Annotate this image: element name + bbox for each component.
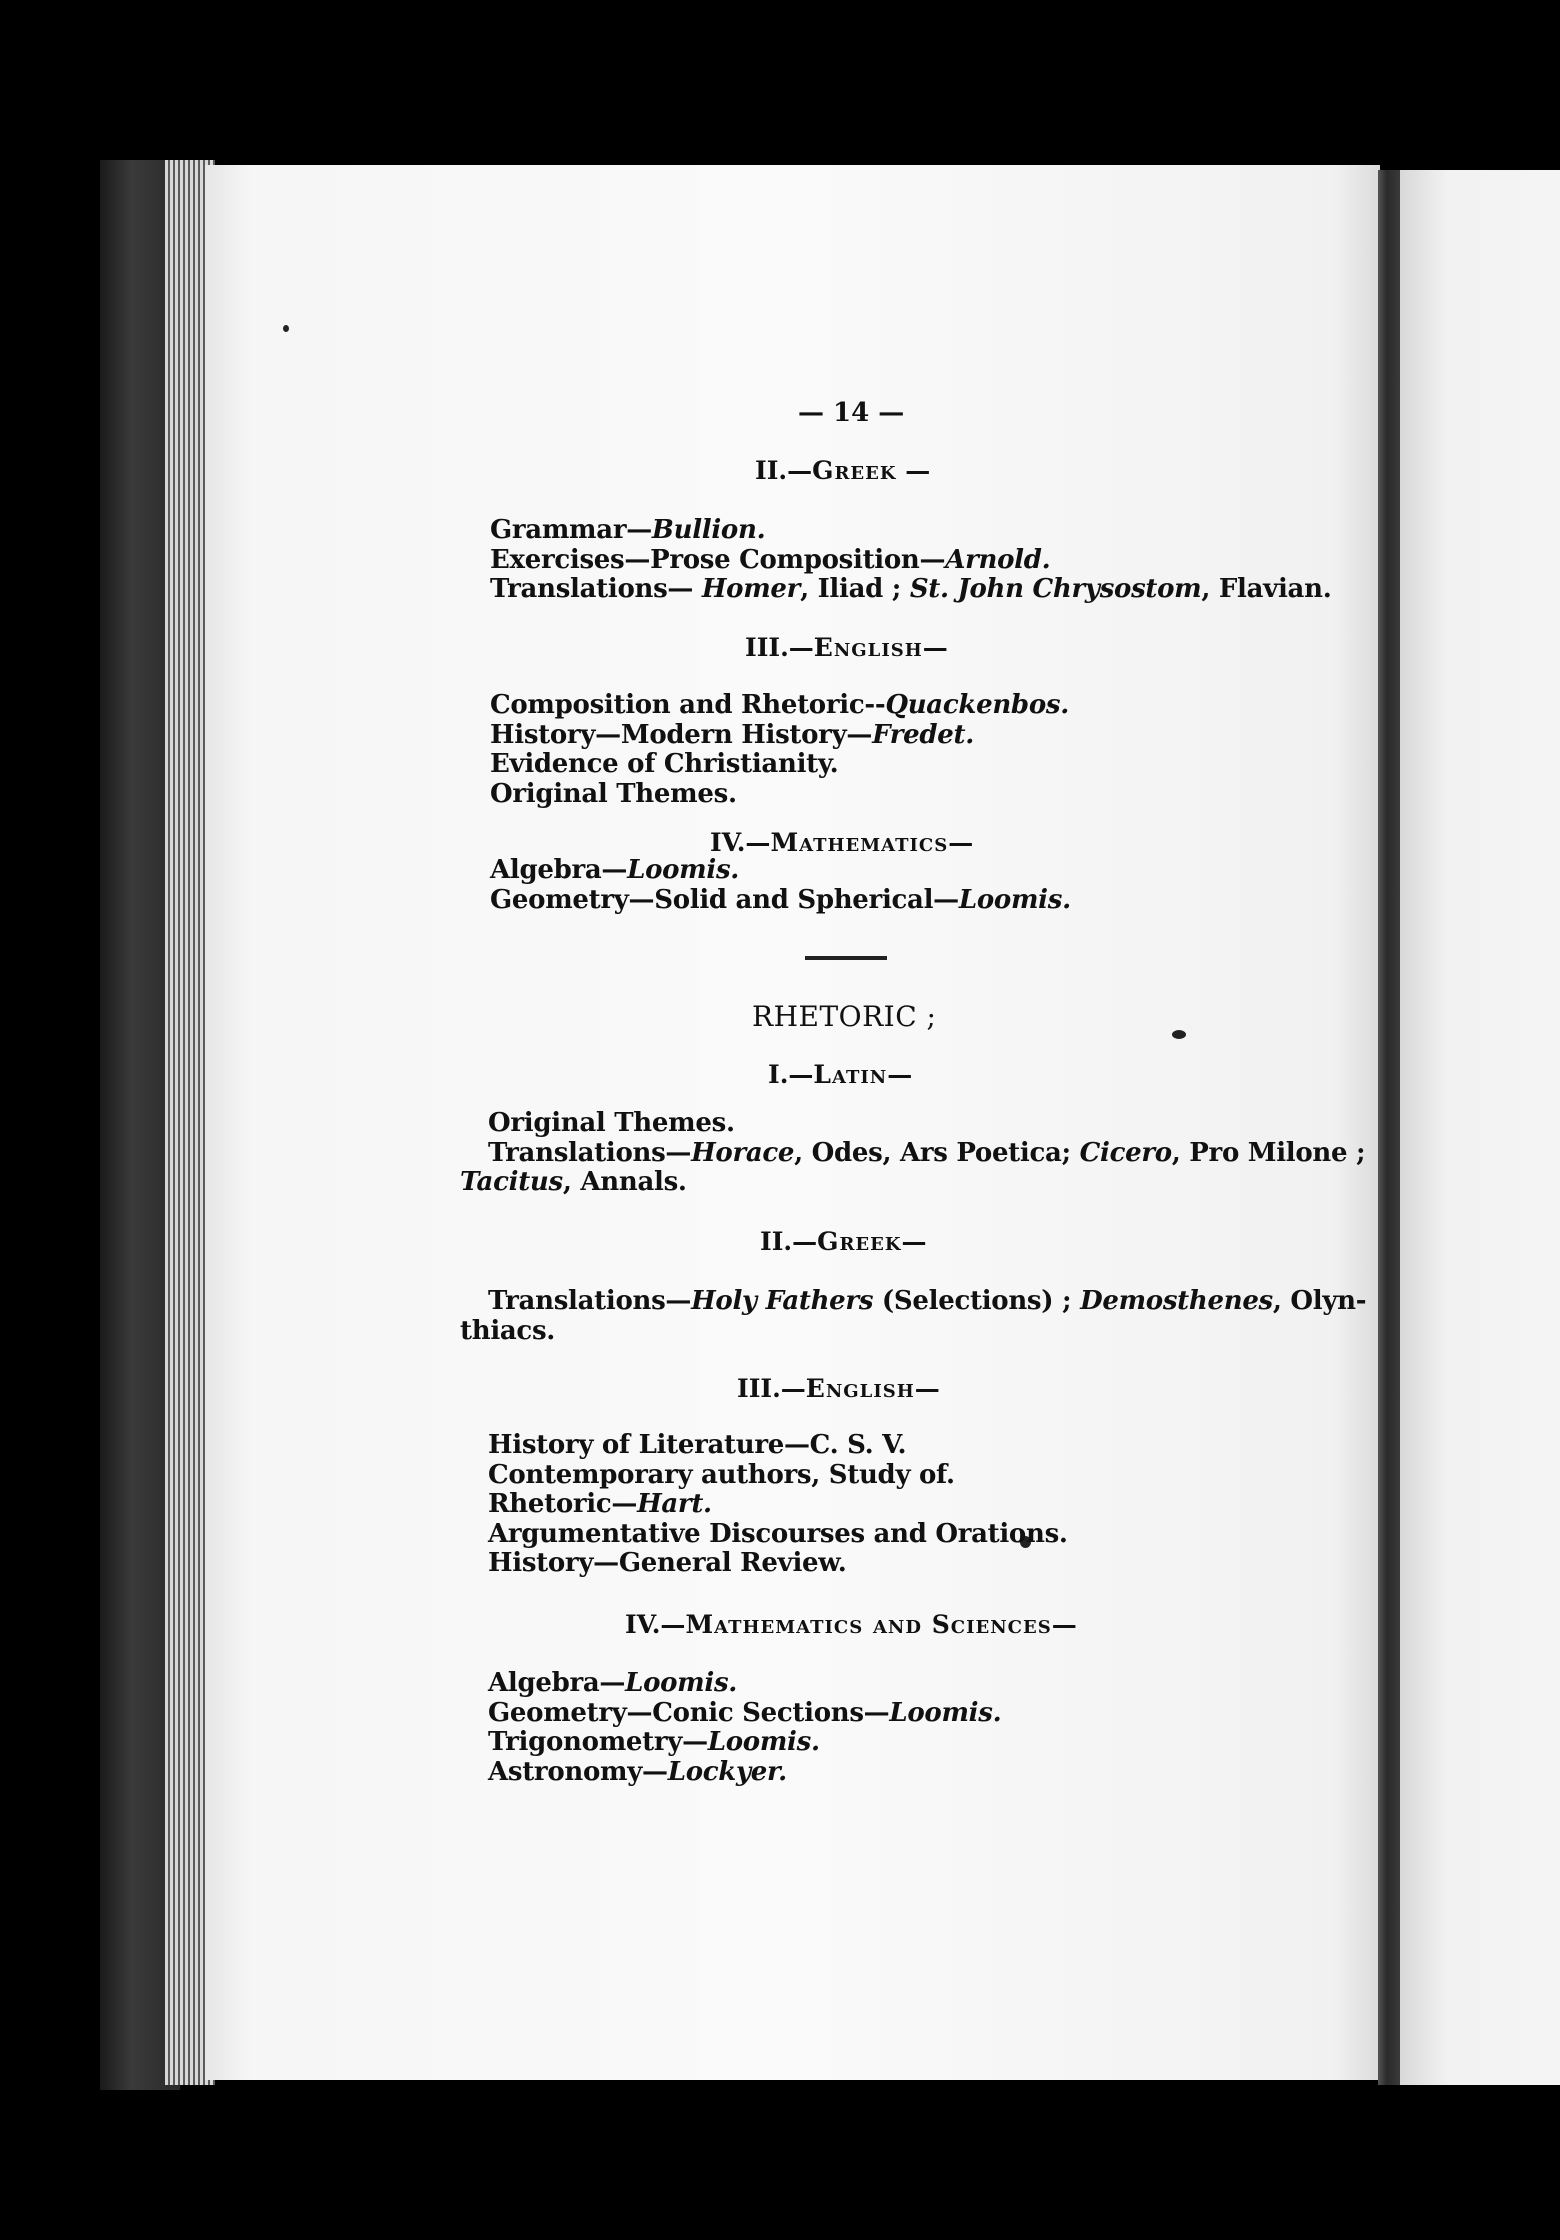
course-line [488,1138,1365,1168]
course-text: History—Modern History— [490,719,873,750]
heading-number: III.— [737,1374,806,1403]
heading-word: Greek [817,1227,902,1256]
course-text: Algebra— [490,855,628,885]
book-page [205,165,1380,2080]
course-line [490,545,1050,575]
course-text: Contemporary authors, Study of. [488,1459,955,1490]
course-text: Argumentative Discourses and Orations. [488,1518,1068,1549]
heading-word: Mathematics [770,828,949,857]
author-name: Loomis. [625,1668,738,1698]
course-line [488,1727,820,1757]
author-name: Homer [701,574,801,604]
course-line [490,855,739,885]
course-text: Translations— [488,1286,692,1316]
course-line [488,1757,787,1787]
course-text: History—General Review. [488,1548,847,1578]
course-text: Astronomy— [488,1756,668,1787]
page-number: — 14 — [798,398,905,428]
course-line [490,690,1069,720]
course-text: Exercises—Prose Composition— [490,544,946,575]
course-line [488,1430,906,1460]
author-name: Tacitus [460,1167,563,1197]
heading-tail: — [948,828,974,857]
heading-tail: — [914,1374,940,1403]
author-name: Loomis. [707,1727,820,1757]
course-text: , Flavian. [1201,574,1332,604]
course-line [488,1698,1001,1728]
course-text: Translations— [490,574,702,604]
course-line [488,1668,737,1698]
course-text: Composition and Rhetoric-- [490,690,886,720]
heading-tail: — [1051,1610,1077,1639]
heading-number: I.— [768,1060,814,1089]
course-text: Geometry—Solid and Spherical— [490,884,959,915]
course-text: , Odes, Ars Poetica; [794,1137,1080,1168]
author-name: Horace [691,1137,795,1168]
author-name: Loomis. [889,1697,1002,1728]
heading-word: Greek [812,456,897,485]
author-name: Fredet. [872,719,975,750]
heading-number: II.— [755,456,813,485]
course-text: Geometry—Conic Sections— [488,1697,890,1728]
course-text: Trigonometry— [488,1727,708,1757]
heading-tail: — [887,1060,913,1089]
section-heading-english-rhetoric [737,1374,940,1404]
course-line [488,1460,955,1490]
author-name: Arnold. [945,544,1051,575]
course-line [460,1167,687,1197]
section-divider [805,956,887,960]
course-text: , Iliad ; [800,574,910,604]
course-text: thiacs. [460,1315,556,1346]
course-text: History of Literature—C. S. V. [488,1430,907,1460]
heading-word: Mathematics and Sciences [685,1610,1052,1639]
author-name: Loomis. [958,884,1071,915]
author-name: Lockyer. [667,1756,787,1787]
course-text: Evidence of Christianity. [490,749,839,779]
section-heading-greek-rhetoric [760,1227,927,1257]
course-line [488,1489,712,1519]
ink-speck [283,325,289,332]
heading-tail: — [901,1227,927,1256]
author-name: Demosthenes [1080,1286,1273,1316]
author-name: Hart. [637,1489,712,1519]
course-line [490,779,737,809]
author-name: Cicero [1079,1137,1172,1168]
heading-word: English [813,633,923,662]
heading-tail: — [922,633,948,662]
course-line [490,749,838,779]
section-heading-mathematics [710,828,973,858]
course-text: Grammar— [490,515,652,545]
heading-tail: — [896,456,931,485]
course-text: , Olyn- [1272,1286,1367,1316]
course-line [490,574,1331,604]
course-line [490,515,765,545]
course-line [488,1108,735,1138]
facing-page-edge [1400,170,1560,2085]
heading-number: IV.— [625,1610,686,1639]
section-heading-greek [755,456,930,486]
course-line [490,720,974,750]
heading-word: English [805,1374,915,1403]
course-text: Original Themes. [490,778,737,809]
course-line [488,1286,1366,1316]
course-text: Original Themes. [488,1108,735,1138]
heading-number: IV.— [710,828,771,857]
author-name: St. John Chrysostom [909,574,1202,604]
course-text: Translations— [488,1137,692,1168]
heading-word: Latin [813,1060,888,1089]
course-line [460,1316,555,1346]
course-text: (Selections) ; [873,1286,1081,1316]
author-name: Quackenbos. [885,690,1069,720]
course-text: Rhetoric— [488,1489,638,1519]
page-gutter [1378,170,1400,2085]
section-heading-mathematics-sciences [625,1610,1077,1640]
course-line [490,885,1071,915]
section-heading-english [745,633,948,663]
course-text: Algebra— [488,1668,626,1698]
course-text: , Annals. [562,1167,687,1197]
section-heading-latin [768,1060,912,1090]
course-line [488,1548,847,1578]
course-text: , Pro Milone ; [1171,1137,1366,1168]
course-line [488,1519,1068,1549]
heading-number: III.— [745,633,814,662]
ink-speck [1172,1030,1186,1039]
heading-number: II.— [760,1227,818,1256]
author-name: Bullion. [651,515,766,545]
author-name: Holy Fathers [691,1286,874,1316]
author-name: Loomis. [627,855,740,885]
rhetoric-title: RHETORIC ; [752,1000,937,1033]
